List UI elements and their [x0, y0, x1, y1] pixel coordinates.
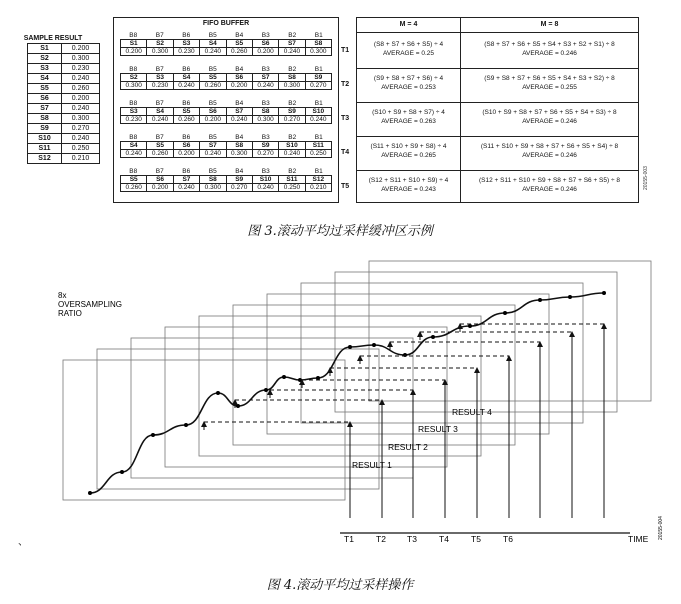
buffer-sample-value: 0.240 — [226, 116, 252, 124]
buffer-sample-value: 0.260 — [173, 116, 199, 124]
sample-value: 0.300 — [62, 54, 100, 64]
buffer-slot-header: B8 — [129, 100, 138, 107]
sample-row — [28, 144, 100, 154]
buffer-sample-label: S3 — [147, 74, 173, 82]
buffer-sample-value: 0.250 — [279, 184, 305, 192]
sample-point — [602, 291, 606, 295]
buffer-sample-value: 0.200 — [226, 82, 252, 90]
buffer-sample-value: 0.230 — [173, 48, 199, 56]
buffer-slot-header: B7 — [155, 168, 164, 175]
sample-value: 0.260 — [62, 84, 100, 94]
buffer-sample-value: 0.200 — [200, 116, 226, 124]
buffer-sample-label: S9 — [252, 142, 278, 150]
time-step-label: T1 — [341, 47, 350, 54]
buffer-slot-header: B2 — [288, 168, 297, 175]
sample-window — [131, 338, 413, 478]
buffer-slot-header: B2 — [288, 66, 297, 73]
time-tick-label: T2 — [376, 534, 386, 544]
buffer-sample-label: S10 — [252, 176, 278, 184]
buffer-sample-value: 0.300 — [200, 184, 226, 192]
buffer-slot-header: B5 — [208, 134, 217, 141]
buffer-sample-label: S7 — [173, 176, 199, 184]
m4-average-cell — [357, 176, 460, 194]
oversampling-diagram — [0, 250, 681, 550]
buffer-slot-header: B5 — [208, 66, 217, 73]
sample-value: 0.240 — [62, 74, 100, 84]
time-step-label: T2 — [341, 81, 350, 88]
sample-label: S7 — [28, 104, 62, 114]
stray-mark: 、 — [18, 537, 28, 548]
figure3-caption: 图 3.滚动平均过采样缓冲区示例 — [247, 224, 433, 239]
time-tick-label: T1 — [344, 534, 354, 544]
buffer-sample-value: 0.240 — [305, 116, 331, 124]
m8-average-cell — [461, 108, 638, 126]
average-formula: (S8 + S7 + S6 + S5 + S4 + S3 + S2 + S1) ÷ 8 — [484, 41, 615, 48]
sample-value: 0.250 — [62, 144, 100, 154]
sample-value: 0.210 — [62, 154, 100, 164]
m4-average-cell — [357, 74, 460, 92]
sample-row — [28, 134, 100, 144]
buffer-sample-label: S2 — [121, 74, 147, 82]
figure3-code: 20155-003 — [643, 166, 649, 190]
buffer-sample-label: S12 — [305, 176, 331, 184]
buffer-sample-value: 0.200 — [147, 184, 173, 192]
buffer-sample-label: S7 — [252, 74, 278, 82]
buffer-slot-header: B3 — [261, 134, 270, 141]
time-tick-label: T6 — [503, 534, 513, 544]
buffer-sample-label: S11 — [305, 142, 331, 150]
buffer-sample-label: S3 — [173, 40, 199, 48]
buffer-sample-label: S11 — [279, 176, 305, 184]
average-formula: (S8 + S7 + S6 + S5) ÷ 4 — [373, 41, 444, 48]
sample-label: S5 — [28, 84, 62, 94]
m8-average-cell — [461, 142, 638, 160]
sample-point — [88, 491, 92, 495]
average-value: AVERAGE = 0.253 — [381, 84, 436, 91]
buffer-sample-label: S5 — [200, 74, 226, 82]
buffer-sample-value: 0.260 — [226, 48, 252, 56]
fifo-row — [120, 168, 332, 192]
buffer-sample-label: S5 — [226, 40, 252, 48]
buffer-sample-label: S1 — [121, 40, 147, 48]
buffer-sample-label: S9 — [279, 108, 305, 116]
buffer-slot-header: B1 — [314, 100, 323, 107]
sample-label: S6 — [28, 94, 62, 104]
buffer-slot-header: B3 — [261, 100, 270, 107]
buffer-sample-value: 0.270 — [226, 184, 252, 192]
buffer-slot-header: B5 — [208, 100, 217, 107]
buffer-sample-label: S6 — [226, 74, 252, 82]
buffer-sample-label: S9 — [226, 176, 252, 184]
buffer-sample-value: 0.240 — [173, 82, 199, 90]
buffer-sample-label: S6 — [252, 40, 278, 48]
buffer-sample-label: S8 — [252, 108, 278, 116]
buffer-sample-label: S4 — [121, 142, 147, 150]
result-label: RESULT 1 — [352, 460, 392, 470]
m8-average-cell — [461, 74, 638, 92]
buffer-slot-header: B8 — [129, 134, 138, 141]
buffer-slot-header: B7 — [155, 134, 164, 141]
result-label: RESULT 4 — [452, 407, 492, 417]
sample-point — [298, 378, 302, 382]
buffer-sample-label: S8 — [305, 40, 331, 48]
average-formula: (S11 + S10 + S9 + S8) ÷ 4 — [370, 143, 447, 150]
fifo-row — [120, 66, 332, 90]
sample-value: 0.200 — [62, 94, 100, 104]
buffer-slot-header: B1 — [314, 168, 323, 175]
buffer-sample-label: S8 — [200, 176, 226, 184]
buffer-sample-value: 0.270 — [305, 82, 331, 90]
m4-header: M = 4 — [357, 18, 460, 33]
sample-value: 0.200 — [62, 44, 100, 54]
average-value: AVERAGE = 0.246 — [522, 50, 577, 57]
buffer-sample-value: 0.270 — [252, 150, 278, 158]
buffer-slot-header: B7 — [155, 32, 164, 39]
buffer-sample-label: S4 — [173, 74, 199, 82]
fifo-row — [120, 100, 332, 124]
buffer-slot-header: B5 — [208, 168, 217, 175]
sample-value: 0.240 — [62, 104, 100, 114]
sample-point — [120, 470, 124, 474]
sample-point — [282, 375, 286, 379]
average-value: AVERAGE = 0.255 — [522, 84, 577, 91]
sample-value: 0.230 — [62, 64, 100, 74]
result-label: RESULT 3 — [418, 424, 458, 434]
average-value: AVERAGE = 0.246 — [522, 186, 577, 193]
time-tick-label: T5 — [471, 534, 481, 544]
time-tick-label: T3 — [407, 534, 417, 544]
time-axis-label: TIME — [628, 534, 649, 544]
buffer-slot-header: B3 — [261, 66, 270, 73]
sample-label: S8 — [28, 114, 62, 124]
sample-row — [28, 74, 100, 84]
buffer-sample-label: S7 — [200, 142, 226, 150]
buffer-sample-value: 0.260 — [147, 150, 173, 158]
buffer-slot-header: B3 — [261, 168, 270, 175]
time-step-label: T3 — [341, 115, 350, 122]
ratio-label-3: RATIO — [58, 309, 82, 318]
sample-label: S11 — [28, 144, 62, 154]
sample-window — [267, 294, 549, 434]
m4-average-cell — [357, 142, 460, 160]
sample-label: S2 — [28, 54, 62, 64]
sample-point — [151, 433, 155, 437]
fifo-buffer-title: FIFO BUFFER — [202, 20, 250, 27]
sample-point — [348, 345, 352, 349]
buffer-slot-header: B2 — [288, 32, 297, 39]
buffer-slot-header: B1 — [314, 134, 323, 141]
buffer-sample-value: 0.300 — [279, 82, 305, 90]
m4-average-cell — [357, 40, 460, 58]
buffer-slot-header: B4 — [235, 66, 244, 73]
buffer-slot-header: B5 — [208, 32, 217, 39]
buffer-slot-header: B6 — [182, 168, 191, 175]
buffer-sample-label: S7 — [226, 108, 252, 116]
buffer-sample-value: 0.300 — [252, 116, 278, 124]
buffer-sample-value: 0.240 — [147, 116, 173, 124]
fifo-buffer-panel — [113, 17, 339, 203]
buffer-slot-header: B4 — [235, 168, 244, 175]
ratio-label-1: 8x — [58, 291, 67, 300]
average-value: AVERAGE = 0.243 — [381, 186, 436, 193]
buffer-slot-header: B8 — [129, 168, 138, 175]
buffer-sample-label: S4 — [200, 40, 226, 48]
sample-row — [28, 104, 100, 114]
buffer-slot-header: B1 — [314, 66, 323, 73]
sample-point — [538, 298, 542, 302]
sample-point — [372, 343, 376, 347]
sample-label: S12 — [28, 154, 62, 164]
sample-point — [316, 376, 320, 380]
buffer-sample-label: S6 — [147, 176, 173, 184]
sample-point — [264, 388, 268, 392]
sample-value: 0.270 — [62, 124, 100, 134]
buffer-sample-value: 0.240 — [279, 48, 305, 56]
buffer-sample-label: S10 — [305, 108, 331, 116]
sample-point — [216, 391, 220, 395]
buffer-sample-label: S2 — [147, 40, 173, 48]
sample-label: S3 — [28, 64, 62, 74]
buffer-sample-value: 0.240 — [252, 82, 278, 90]
buffer-sample-value: 0.230 — [147, 82, 173, 90]
sample-window — [97, 349, 379, 489]
average-formula: (S12 + S11 + S10 + S9 + S8 + S7 + S6 + S5) ÷ 8 — [479, 177, 620, 184]
buffer-slot-header: B6 — [182, 66, 191, 73]
average-formula: (S9 + S8 + S7 + S6 + S5 + S4 + S3 + S2) ÷ 8 — [484, 75, 615, 82]
buffer-sample-label: S7 — [279, 40, 305, 48]
buffer-sample-label: S9 — [305, 74, 331, 82]
buffer-slot-header: B4 — [235, 100, 244, 107]
buffer-sample-label: S5 — [147, 142, 173, 150]
buffer-sample-value: 0.240 — [121, 150, 147, 158]
sample-window — [301, 283, 583, 423]
sample-label: S10 — [28, 134, 62, 144]
m8-header: M = 8 — [461, 18, 638, 33]
sample-result-table — [27, 43, 100, 164]
buffer-slot-header: B2 — [288, 134, 297, 141]
sample-row — [28, 114, 100, 124]
sample-window — [369, 261, 651, 401]
buffer-slot-header: B4 — [235, 134, 244, 141]
buffer-slot-header: B8 — [129, 66, 138, 73]
buffer-sample-value: 0.250 — [305, 150, 331, 158]
average-value: AVERAGE = 0.246 — [522, 118, 577, 125]
sample-point — [236, 404, 240, 408]
buffer-sample-value: 0.240 — [173, 184, 199, 192]
average-formula: (S11 + S10 + S9 + S8 + S7 + S6 + S5 + S4) ÷ 8 — [480, 143, 619, 150]
buffer-sample-value: 0.230 — [121, 116, 147, 124]
buffer-sample-value: 0.200 — [121, 48, 147, 56]
sample-value: 0.300 — [62, 114, 100, 124]
sample-point — [431, 335, 435, 339]
sample-row — [28, 64, 100, 74]
buffer-sample-value: 0.240 — [279, 150, 305, 158]
sample-result-title: SAMPLE RESULT — [23, 35, 83, 42]
average-formula: (S10 + S9 + S8 + S7) ÷ 4 — [372, 109, 445, 116]
sample-label: S4 — [28, 74, 62, 84]
sample-row — [28, 154, 100, 164]
sample-point — [503, 311, 507, 315]
buffer-sample-value: 0.300 — [121, 82, 147, 90]
buffer-slot-header: B6 — [182, 100, 191, 107]
average-value: AVERAGE = 0.246 — [522, 152, 577, 159]
buffer-sample-value: 0.200 — [252, 48, 278, 56]
figure4-code: 20155-004 — [658, 516, 664, 540]
m4-average-cell — [357, 108, 460, 126]
sample-point — [184, 423, 188, 427]
signal-curve — [90, 293, 604, 493]
buffer-sample-value: 0.210 — [305, 184, 331, 192]
sample-label: S1 — [28, 44, 62, 54]
buffer-sample-value: 0.240 — [200, 150, 226, 158]
buffer-slot-header: B2 — [288, 100, 297, 107]
buffer-sample-label: S8 — [279, 74, 305, 82]
buffer-sample-value: 0.270 — [279, 116, 305, 124]
buffer-sample-label: S5 — [173, 108, 199, 116]
buffer-sample-value: 0.240 — [252, 184, 278, 192]
average-value: AVERAGE = 0.263 — [381, 118, 436, 125]
buffer-sample-label: S5 — [121, 176, 147, 184]
sample-point — [468, 324, 472, 328]
buffer-sample-label: S6 — [200, 108, 226, 116]
fifo-row — [120, 134, 332, 158]
buffer-sample-value: 0.240 — [200, 48, 226, 56]
buffer-sample-value: 0.200 — [173, 150, 199, 158]
average-formula: (S12 + S11 + S10 + S9) ÷ 4 — [368, 177, 449, 184]
buffer-slot-header: B6 — [182, 134, 191, 141]
buffer-slot-header: B6 — [182, 32, 191, 39]
average-value: AVERAGE = 0.25 — [382, 50, 434, 57]
fifo-row — [120, 32, 332, 56]
averaging-table — [356, 17, 639, 203]
sample-row — [28, 124, 100, 134]
buffer-slot-header: B7 — [155, 66, 164, 73]
sample-row — [28, 94, 100, 104]
time-step-label: T5 — [341, 183, 350, 190]
buffer-sample-value: 0.260 — [200, 82, 226, 90]
sample-row — [28, 84, 100, 94]
result-label: RESULT 2 — [388, 442, 428, 452]
buffer-sample-value: 0.260 — [121, 184, 147, 192]
time-step-label: T4 — [341, 149, 350, 156]
sample-row — [28, 54, 100, 64]
buffer-slot-header: B3 — [261, 32, 270, 39]
ratio-label-2: OVERSAMPLING — [58, 300, 123, 309]
average-formula: (S10 + S9 + S8 + S7 + S6 + S5 + S4 + S3) ÷ 8 — [482, 109, 617, 116]
buffer-sample-value: 0.300 — [147, 48, 173, 56]
buffer-sample-label: S6 — [173, 142, 199, 150]
average-formula: (S9 + S8 + S7 + S6) ÷ 4 — [373, 75, 444, 82]
buffer-slot-header: B8 — [129, 32, 138, 39]
m8-average-cell — [461, 176, 638, 194]
buffer-sample-label: S4 — [147, 108, 173, 116]
buffer-sample-label: S3 — [121, 108, 147, 116]
buffer-slot-header: B4 — [235, 32, 244, 39]
buffer-sample-label: S10 — [279, 142, 305, 150]
buffer-sample-label: S8 — [226, 142, 252, 150]
sample-row — [28, 44, 100, 54]
buffer-slot-header: B1 — [314, 32, 323, 39]
figure4-caption: 图 4.滚动平均过采样操作 — [266, 578, 414, 593]
buffer-slot-header: B7 — [155, 100, 164, 107]
time-tick-label: T4 — [439, 534, 449, 544]
sample-point — [568, 295, 572, 299]
sample-value: 0.240 — [62, 134, 100, 144]
m8-average-cell — [461, 40, 638, 58]
average-value: AVERAGE = 0.265 — [381, 152, 436, 159]
buffer-sample-value: 0.300 — [226, 150, 252, 158]
buffer-sample-value: 0.300 — [305, 48, 331, 56]
sample-label: S9 — [28, 124, 62, 134]
